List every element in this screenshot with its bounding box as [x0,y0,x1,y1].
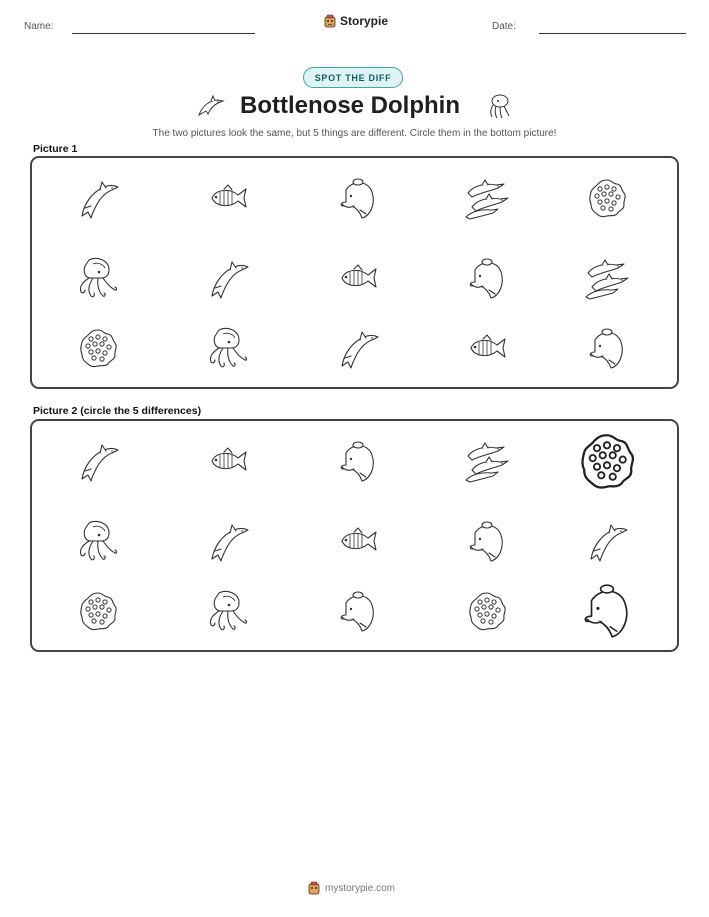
name-label: Name: [24,21,54,32]
brand-name: Storypie [340,14,389,28]
instructions: The two pictures look the same, but 5 things are different. Circle them in the bottom picture! [152,128,557,139]
octopus-decoration-icon [485,92,513,120]
picture2-dolphin-pod-icon[interactable] [464,438,510,484]
picture1-dolphin-pod-icon [464,175,510,221]
page-title: Bottlenose Dolphin [240,92,460,119]
picture1-leaping-dolphin-icon [76,176,120,220]
picture2-coral-icon[interactable] [77,590,119,632]
picture1-dolphin-pod-icon [584,255,630,301]
storypie-mascot-footer-icon [308,881,320,895]
picture1-fish-icon [206,183,250,213]
picture2-dolphin-head-icon[interactable] [465,517,509,565]
picture2-octopus-icon[interactable] [75,519,121,563]
date-line[interactable] [539,33,686,34]
picture2-fish-icon[interactable] [206,446,250,476]
dolphin-decoration-icon [196,93,226,119]
picture1-octopus-icon [205,326,251,370]
picture1-coral-icon [586,177,628,219]
brand-logo [324,14,388,28]
date-label: Date: [492,21,516,32]
picture2-dolphin-head-icon[interactable] [336,437,380,485]
name-line[interactable] [72,33,255,34]
picture1-fish-icon [336,263,380,293]
footer-url[interactable]: mystorypie.com [325,882,396,894]
picture1-coral-icon [77,327,119,369]
picture1-label: Picture 1 [33,143,78,155]
picture1-leaping-dolphin-icon [336,326,380,370]
picture2-coral-large-icon[interactable] [577,431,637,491]
picture2-leaping-dolphin-icon[interactable] [76,439,120,483]
picture2-octopus-icon[interactable] [205,589,251,633]
picture1-panel [30,156,679,389]
footer [308,881,395,895]
picture1-dolphin-head-icon [465,254,509,302]
picture1-fish-icon [465,333,509,363]
picture2-coral-icon[interactable] [466,590,508,632]
picture2-dolphin-head-icon[interactable] [336,587,380,635]
spot-the-diff-tag: SPOT THE DIFF [303,67,403,88]
picture2-fish-icon[interactable] [336,526,380,556]
picture1-leaping-dolphin-icon [206,256,250,300]
picture1-dolphin-head-icon [336,174,380,222]
storypie-mascot-icon [324,14,336,28]
picture2-panel[interactable] [30,419,679,652]
picture1-dolphin-head-icon [585,324,629,372]
picture2-dolphin-head-large-icon[interactable] [576,580,638,642]
picture2-label: Picture 2 (circle the 5 differences) [33,405,202,417]
picture2-leaping-dolphin-icon[interactable] [206,519,250,563]
picture2-leaping-dolphin-icon[interactable] [585,519,629,563]
picture1-octopus-icon [75,256,121,300]
